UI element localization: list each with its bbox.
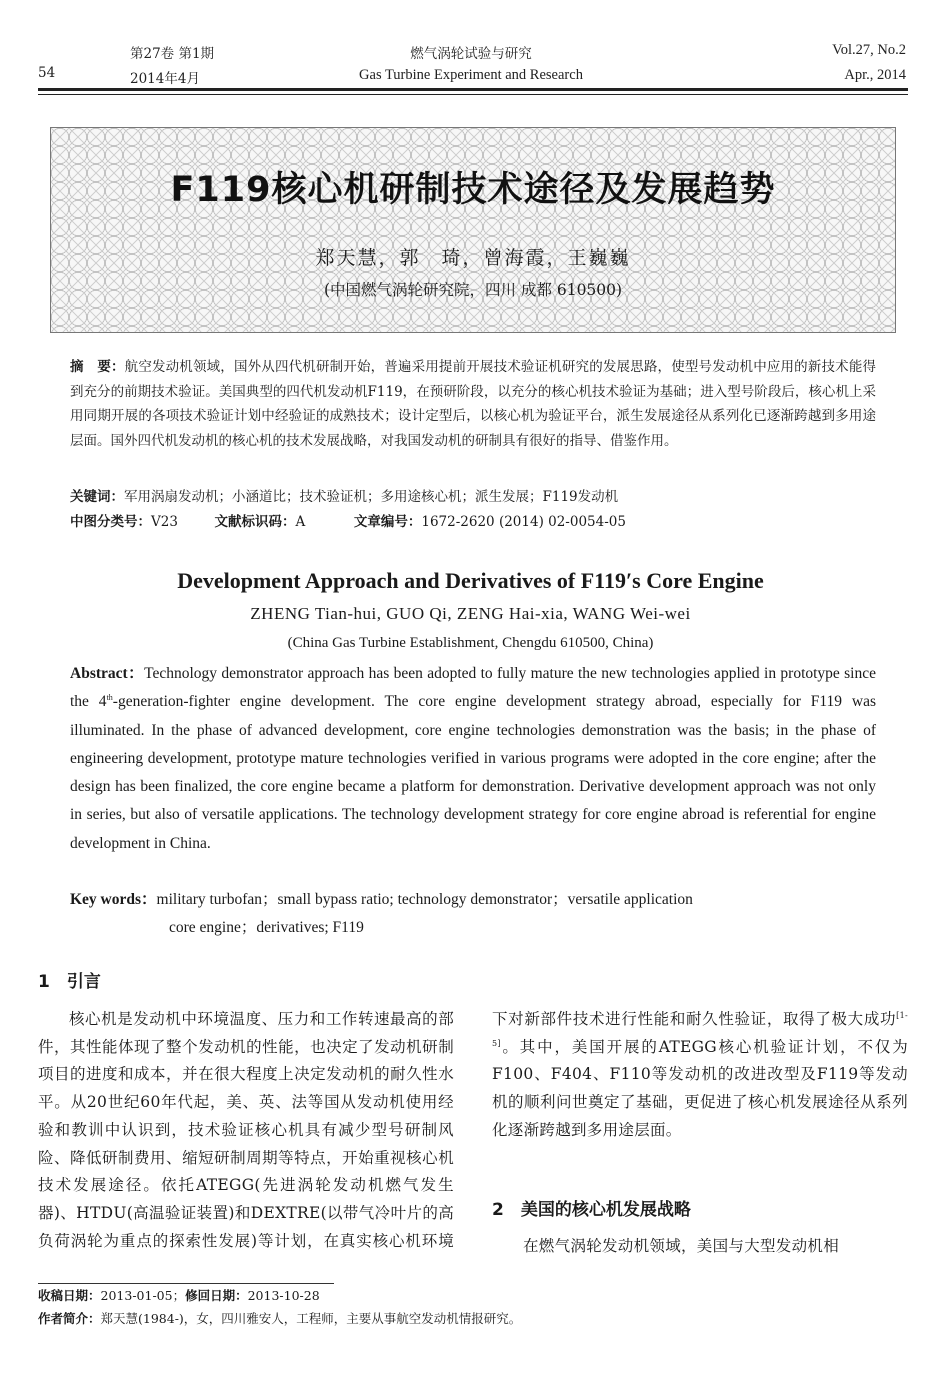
classification-line: [70, 510, 876, 535]
keywords-cn-label: 关键词：: [70, 489, 124, 505]
abstract-en-text-2: -generation-fighter engine development. The core engine development strategy abroad, especially for F119 was illuminated. In the phase of advanced development, core engine technologies demonstration was the basis; in the phase of engineering development, prototype mature technologies verified in various programs were adopted in the core engine; after the design has been finalized, the core engine became a platform for demonstration. Derivative development approach was not only in series, but also of versatile applications. The technology development strategy for core engine abroad is referential for engine development in China.: [70, 693, 877, 852]
affiliation-en: (China Gas Turbine Establishment, Chengdu 610500, China): [287, 635, 654, 651]
keywords-en-line-1: [70, 886, 876, 914]
footnote-author: [38, 1309, 521, 1327]
volume-issue-en: Vol.27, No.2: [832, 42, 906, 58]
author-bio-label: 作者简介：: [38, 1311, 101, 1326]
affiliation-cn: (中国燃气涡轮研究院，四川 成都 610500): [323, 281, 623, 299]
date-cn: 2014年4月: [130, 71, 200, 87]
section-1-text-2: 。其中，美国开展的ATEGG核心机验证计划，不仅为F100、F404、F110等发动机的改进改型及F119等发动机的顺利问世奠定了基础，更促进了核心机发展途径从系列化逐渐跨越到多用途层面。: [492, 1037, 908, 1139]
revised-label: 修回日期：: [185, 1288, 248, 1303]
abstract-en: [70, 660, 876, 858]
abstract-cn-text: 航空发动机领域，国外从四代机研制开始，普遍采用提前开展技术验证机研究的发展思路，使型号发动机中应用的新技术能得到充分的前期技术验证。美国典型的四代机发动机F119，在预研阶段，以充分的核心机技术验证为基础；进入型号阶段后，核心机上采用同期开展的各项技术验证计划中经验证的成熟技术；设计定型后，以核心机为验证平台，派生发展途径从系列化已逐渐跨越到多用途层面。国外四代机发动机的核心机的技术发展战略，对我国发动机的研制具有很好的指导、借鉴作用。: [70, 359, 876, 449]
clc-value: V23: [151, 514, 178, 530]
volume-issue-cn: 第27卷 第1期: [130, 46, 215, 62]
doc-code-value: A: [295, 514, 306, 530]
authors-cn: 郑天慧，郭 琦，曾海霞，王巍巍: [315, 247, 631, 269]
keywords-en-text-1: military turbofan；small bypass ratio; technology demonstrator；versatile application: [156, 891, 693, 908]
received-date: 2013-01-05；: [100, 1288, 186, 1303]
abstract-en-sup: th: [106, 693, 113, 703]
title-box: [50, 127, 896, 333]
journal-name-en: Gas Turbine Experiment and Research: [359, 67, 583, 83]
article-no-label: 文章编号：: [353, 514, 422, 530]
paper-title-cn: F119核心机研制技术途径及发展趋势: [170, 170, 776, 210]
section-1-heading: 1 引言: [38, 972, 101, 992]
received-label: 收稿日期：: [38, 1288, 101, 1303]
article-no-value: 1672-2620 (2014) 02-0054-05: [421, 514, 626, 530]
header-rule-thick: [38, 88, 908, 91]
clc-label: 中图分类号：: [70, 514, 151, 530]
doc-code-label: 文献标识码：: [214, 514, 296, 530]
section-2-heading: 2 美国的核心机发展战略: [492, 1200, 691, 1220]
author-bio-text: 郑天慧(1984-)，女，四川雅安人，工程师，主要从事航空发动机情报研究。: [100, 1311, 522, 1326]
section-1-paragraph: [38, 1006, 908, 1256]
keywords-cn-text: 军用涡扇发动机；小涵道比；技术验证机；多用途核心机；派生发展；F119发动机: [124, 489, 619, 505]
section-1-text-1: 核心机是发动机中环境温度、压力和工作转速最高的部件，其性能体现了整个发动机的性能，也决定了发动机研制项目的进度和成本，并在很大程度上决定发动机的耐久性水平。从20世纪60年代起，美、英、法等国从发动机使用经验和教训中认识到，技术验证核心机具有减少型号研制风险、降低研制费用、缩短研制周期等特点，开始重视核心机技术发展途径。依托ATEGG(先进涡轮发动机燃气发生器)、HTDU(高温验证装置)和DEXTRE(以带气冷叶片的高负荷涡轮为重点的探索性发展)等计划，在真实核心机环境下对新部件技术进行性能和耐久性验证，取得了极大成功: [38, 1010, 897, 1250]
authors-en: ZHENG Tian-hui, GUO Qi, ZENG Hai-xia, WANG Wei-wei: [250, 604, 691, 623]
keywords-cn: [70, 485, 876, 510]
date-en: Apr., 2014: [844, 67, 906, 83]
footnote-rule: [38, 1283, 334, 1284]
paper-title-en: Development Approach and Derivatives of F119′s Core Engine: [177, 568, 764, 593]
footnote-dates: [38, 1286, 320, 1304]
abstract-en-text-1: Technology demonstrator approach has been adopted to fully mature the new technologies applied in prototype since the 4: [70, 665, 876, 711]
header-rule-thin: [38, 94, 908, 95]
keywords-en-text-2: core engine；derivatives; F119: [169, 919, 364, 936]
abstract-cn: [70, 355, 876, 453]
citation-1-5: [1-5]: [492, 1010, 908, 1048]
journal-name-cn: 燃气涡轮试验与研究: [410, 46, 532, 62]
abstract-en-label: Abstract：: [70, 665, 145, 682]
abstract-cn-label: 摘 要：: [70, 359, 125, 375]
revised-date: 2013-10-28: [247, 1288, 320, 1303]
section-2-paragraph: 在燃气涡轮发动机领域，美国与大型发动机相: [523, 1237, 840, 1255]
page-number: 54: [38, 65, 56, 81]
keywords-en-label: Key words：: [70, 891, 157, 908]
